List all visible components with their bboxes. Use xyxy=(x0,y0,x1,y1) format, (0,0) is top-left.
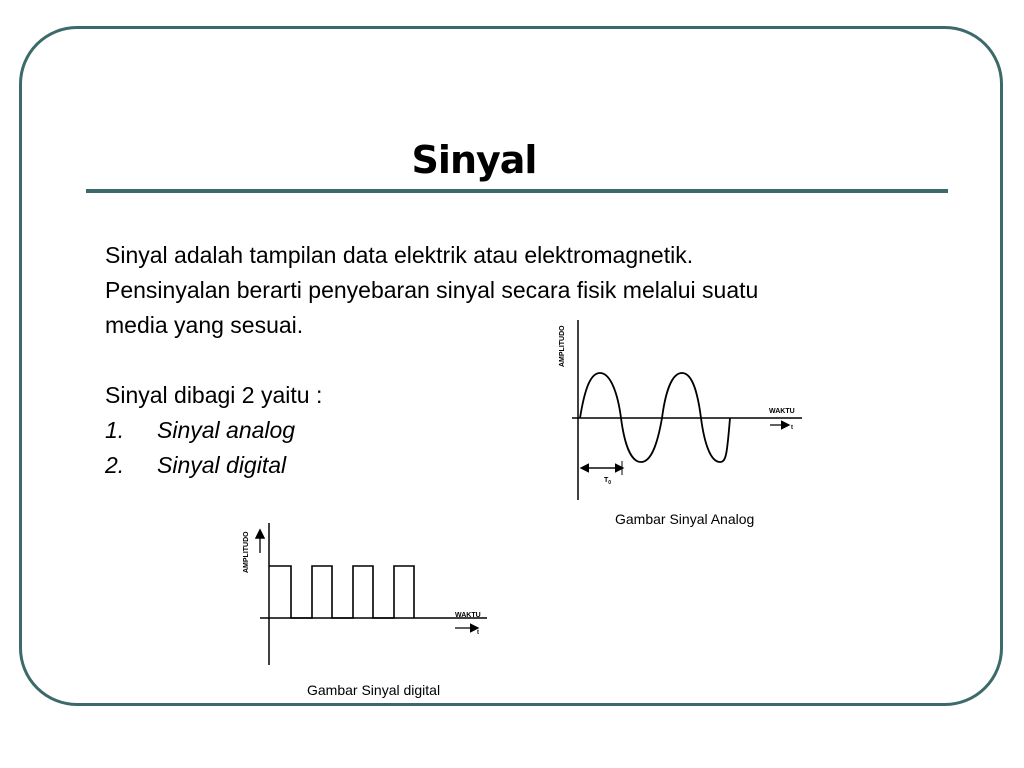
list-item-number: 2. xyxy=(105,452,125,478)
slide-body xyxy=(105,238,935,483)
slide-title-text: Sinyal xyxy=(411,138,537,182)
title-underline xyxy=(86,189,948,193)
paragraph-line-3: media yang sesuai. xyxy=(105,312,304,338)
list-item-text: Sinyal analog xyxy=(157,417,296,443)
t-label: t xyxy=(791,425,793,431)
digital-waveform xyxy=(269,566,414,618)
period-label: $T_0$ xyxy=(604,477,612,486)
digital-signal-diagram xyxy=(235,515,500,670)
t-label: t xyxy=(477,630,479,636)
list-item xyxy=(105,448,935,483)
list-item-number: 1. xyxy=(105,417,125,443)
analog-waveform xyxy=(580,359,723,462)
x-axis-label: WAKTU xyxy=(455,612,481,619)
digital-caption: Gambar Sinyal digital xyxy=(307,682,441,698)
y-axis-label: AMPLITUDO xyxy=(243,531,250,573)
list-item-text: Sinyal digital xyxy=(157,452,287,478)
y-axis-label: AMPLITUDO xyxy=(559,325,566,367)
x-axis-label: WAKTU xyxy=(769,408,795,415)
signal-type-list xyxy=(105,413,935,483)
slide-title xyxy=(0,138,1024,182)
analog-caption: Gambar Sinyal Analog xyxy=(615,511,755,527)
analog-signal-diagram xyxy=(540,315,810,510)
list-item xyxy=(105,413,935,448)
list-intro: Sinyal dibagi 2 yaitu : xyxy=(105,382,323,408)
paragraph-line-1: Sinyal adalah tampilan data elektrik atau elektromagnetik. xyxy=(105,242,694,268)
paragraph-line-2: Pensinyalan berarti penyebaran sinyal secara fisik melalui suatu xyxy=(105,277,759,303)
